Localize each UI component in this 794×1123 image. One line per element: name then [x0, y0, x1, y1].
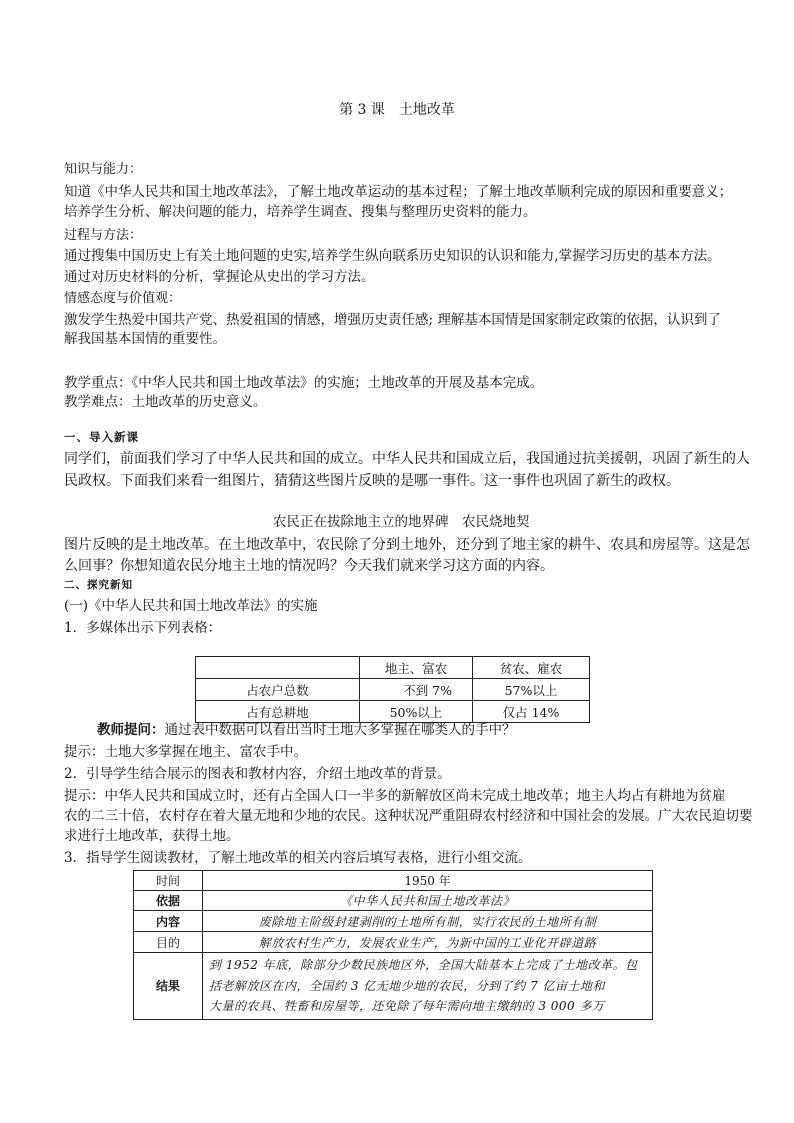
- hint-2-line-1: 提示：中华人民共和国成立时，还有占全国人口一半多的新解放区尚未完成土地改革；地主人均占有耕地为贫雇: [64, 788, 726, 804]
- process-line-2: 通过对历史材料的分析，掌握论从史出的学习方法。: [64, 269, 375, 285]
- process-heading: 过程与方法：: [64, 228, 143, 243]
- question-label: 教师提问：: [97, 722, 165, 738]
- item-2: 2．引导学生结合展示的图表和教材内容，介绍土地改革的背景。: [64, 766, 451, 782]
- table-row: [196, 679, 590, 701]
- hint-2-line-3: 求进行土地改革，获得土地。: [64, 828, 240, 844]
- row-label: 内容: [134, 911, 203, 932]
- table-cell: 50%以上: [360, 701, 473, 723]
- table-header-row: [196, 657, 590, 679]
- subsection-1-heading: (一)《中华人民共和国土地改革法》的实施: [64, 598, 318, 614]
- section-2-heading: 二、探究新知: [64, 579, 133, 591]
- intro-line-3: 图片反映的是土地改革。在土地改革中，农民除了分到土地外，还分到了地主家的耕牛、农具和房屋等。这是怎: [64, 537, 750, 553]
- table-row: [134, 932, 653, 953]
- table-row: [134, 871, 653, 891]
- land-reform-table: [133, 870, 653, 1020]
- table-header-cell: 地主、富农: [360, 657, 473, 679]
- row-value: 废除地主阶级封建剥削的土地所有制，实行农民的土地所有制: [203, 911, 653, 932]
- teaching-focus: 教学重点：《中华人民共和国土地改革法》的实施；土地改革的开展及基本完成。: [64, 375, 544, 391]
- table-cell: 57%以上: [473, 679, 590, 701]
- item-1: 1．多媒体出示下列表格：: [64, 620, 222, 636]
- item-3: 3．指导学生阅读教材，了解土地改革的相关内容后填写表格，进行小组交流。: [64, 850, 532, 866]
- emotion-line-1: 激发学生热爱中国共产党、热爱祖国的情感，增强历史责任感; 理解基本国情是国家制定政策的依据，认识到了: [64, 312, 721, 328]
- emotion-line-2: 解我国基本国情的重要性。: [64, 331, 226, 347]
- table-row: [134, 891, 653, 911]
- row-value: 《中华人民共和国土地改革法》: [203, 891, 653, 911]
- result-line: 括老解放区在内，全国约 3 亿无地少地的农民，分到了约 7 亿亩土地和: [209, 978, 606, 993]
- question-text: 通过表中数据可以看出当时土地大多掌握在哪类人的手中？: [164, 722, 516, 738]
- table-row: [196, 701, 590, 723]
- table-header-cell: [196, 657, 360, 679]
- intro-line-4: 么回事？你想知道农民分地主土地的情况吗？今天我们就来学习这方面的内容。: [64, 558, 554, 574]
- table-header-cell: 贫农、雇农: [473, 657, 590, 679]
- landholding-table: [195, 656, 590, 723]
- row-value: 1950 年: [203, 871, 653, 891]
- knowledge-line-1: 知道《中华人民共和国土地改革法》，了解土地改革运动的基本过程；了解土地改革顺利完成的原因和重要意义；: [64, 184, 733, 200]
- image-caption: 农民正在拔除地主立的地界碑 农民烧地契: [273, 514, 530, 530]
- table-row: [134, 911, 653, 932]
- row-label: 目的: [134, 932, 203, 953]
- teaching-difficulty: 教学难点：土地改革的历史意义。: [64, 394, 267, 410]
- intro-line-2: 民政权。下面我们来看一组图片，猜猜这些图片反映的是哪一事件。这一事件也巩固了新生的政权。: [64, 473, 680, 489]
- table-row: [134, 953, 653, 1020]
- result-line: 到 1952 年底，除部分少数民族地区外，全国大陆基本上完成了土地改革。包: [209, 958, 638, 972]
- process-line-1: 通过搜集中国历史上有关土地问题的史实,培养学生纵向联系历史知识的认识和能力,掌握学习历史的基本方法。: [64, 248, 721, 264]
- teacher-question: [97, 724, 516, 738]
- knowledge-line-2: 培养学生分析、解决问题的能力，培养学生调查、搜集与整理历史资料的能力。: [64, 204, 537, 220]
- table-cell: 不到 7%: [360, 679, 473, 701]
- row-label: 依据: [134, 891, 203, 911]
- row-value: 解放农村生产力，发展农业生产，为新中国的工业化开辟道路: [203, 932, 653, 953]
- table-cell: 占农户总数: [196, 679, 360, 701]
- result-line: 大量的农具、牲畜和房屋等，还免除了每年需向地主缴纳的 3 000 多万: [209, 999, 605, 1013]
- row-label: 时间: [134, 871, 203, 891]
- knowledge-heading: 知识与能力：: [64, 162, 143, 177]
- row-label: 结果: [134, 953, 203, 1020]
- table-cell: 占有总耕地: [196, 701, 360, 723]
- table-cell: 仅占 14%: [473, 701, 590, 723]
- hint-1: 提示：土地大多掌握在地主、富农手中。: [64, 744, 307, 760]
- result-cell: [203, 953, 653, 1020]
- hint-2-line-2: 农的二三十倍，农村存在着大量无地和少地的农民。这种状况严重阻碍农村经济和中国社会的发展。广大农民迫切要: [64, 808, 753, 824]
- intro-line-1: 同学们，前面我们学习了中华人民共和国的成立。中华人民共和国成立后，我国通过抗美援朝，巩固了新生的人: [64, 451, 750, 467]
- page-title: 第 3 课 土地改革: [339, 102, 455, 118]
- emotion-heading: 情感态度与价值观：: [64, 291, 182, 306]
- section-1-heading: 一、导入新课: [64, 430, 139, 444]
